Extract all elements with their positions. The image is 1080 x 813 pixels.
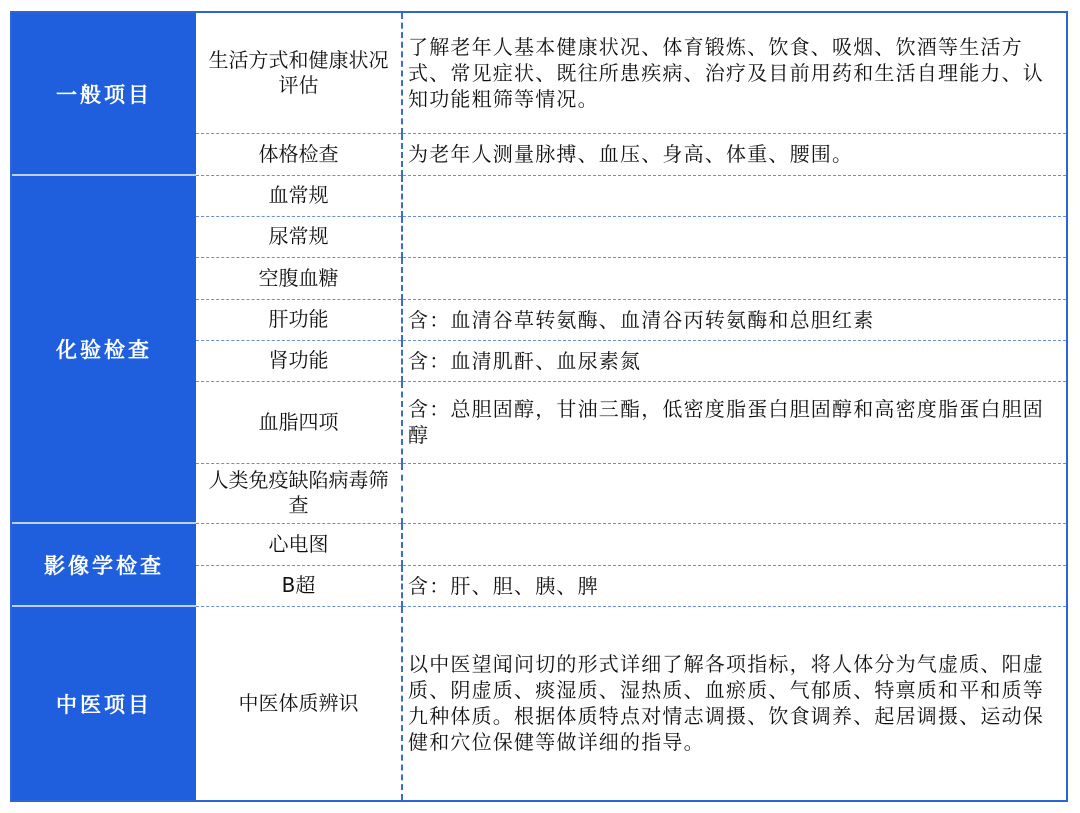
category-cell: 中医项目 <box>12 606 196 800</box>
description-cell: 含：肝、胆、胰、脾 <box>402 565 1066 606</box>
item-cell: 肝功能 <box>196 299 402 340</box>
item-cell: 血脂四项 <box>196 381 402 463</box>
item-cell: B超 <box>196 565 402 606</box>
health-check-table <box>12 13 1066 800</box>
category-cell: 影像学检查 <box>12 523 196 606</box>
table-row <box>12 606 1066 800</box>
item-cell: 生活方式和健康状况评估 <box>196 13 402 133</box>
item-cell: 肾功能 <box>196 340 402 381</box>
category-cell: 一般项目 <box>12 13 196 175</box>
description-cell: 为老年人测量脉搏、血压、身高、体重、腰围。 <box>402 133 1066 175</box>
description-cell <box>402 216 1066 257</box>
table-row <box>12 523 1066 565</box>
description-cell <box>402 463 1066 523</box>
description-cell: 含：血清谷草转氨酶、血清谷丙转氨酶和总胆红素 <box>402 299 1066 340</box>
item-cell: 空腹血糖 <box>196 257 402 299</box>
item-cell: 中医体质辨识 <box>196 606 402 800</box>
table-row <box>12 13 1066 133</box>
category-cell: 化验检查 <box>12 175 196 523</box>
table-row <box>12 175 1066 216</box>
item-cell: 体格检查 <box>196 133 402 175</box>
item-cell: 人类免疫缺陷病毒筛查 <box>196 463 402 523</box>
description-cell: 了解老年人基本健康状况、体育锻炼、饮食、吸烟、饮酒等生活方式、常见症状、既往所患疾病、治疗及目前用药和生活自理能力、认知功能粗筛等情况。 <box>402 13 1066 133</box>
item-cell: 心电图 <box>196 523 402 565</box>
description-cell <box>402 175 1066 216</box>
description-cell: 以中医望闻问切的形式详细了解各项指标，将人体分为气虚质、阳虚质、阴虚质、痰湿质、湿热质、血瘀质、气郁质、特禀质和平和质等九种体质。根据体质特点对情志调摄、饮食调养、起居调摄、运动保健和穴位保健等做详细的指导。 <box>408 652 1044 755</box>
description-cell <box>402 523 1066 565</box>
description-cell: 含：总胆固醇，甘油三酯，低密度脂蛋白胆固醇和高密度脂蛋白胆固醇 <box>402 381 1066 463</box>
item-cell: 血常规 <box>196 175 402 216</box>
item-cell: 尿常规 <box>196 216 402 257</box>
description-cell <box>402 257 1066 299</box>
description-cell: 含：血清肌酐、血尿素氮 <box>402 340 1066 381</box>
